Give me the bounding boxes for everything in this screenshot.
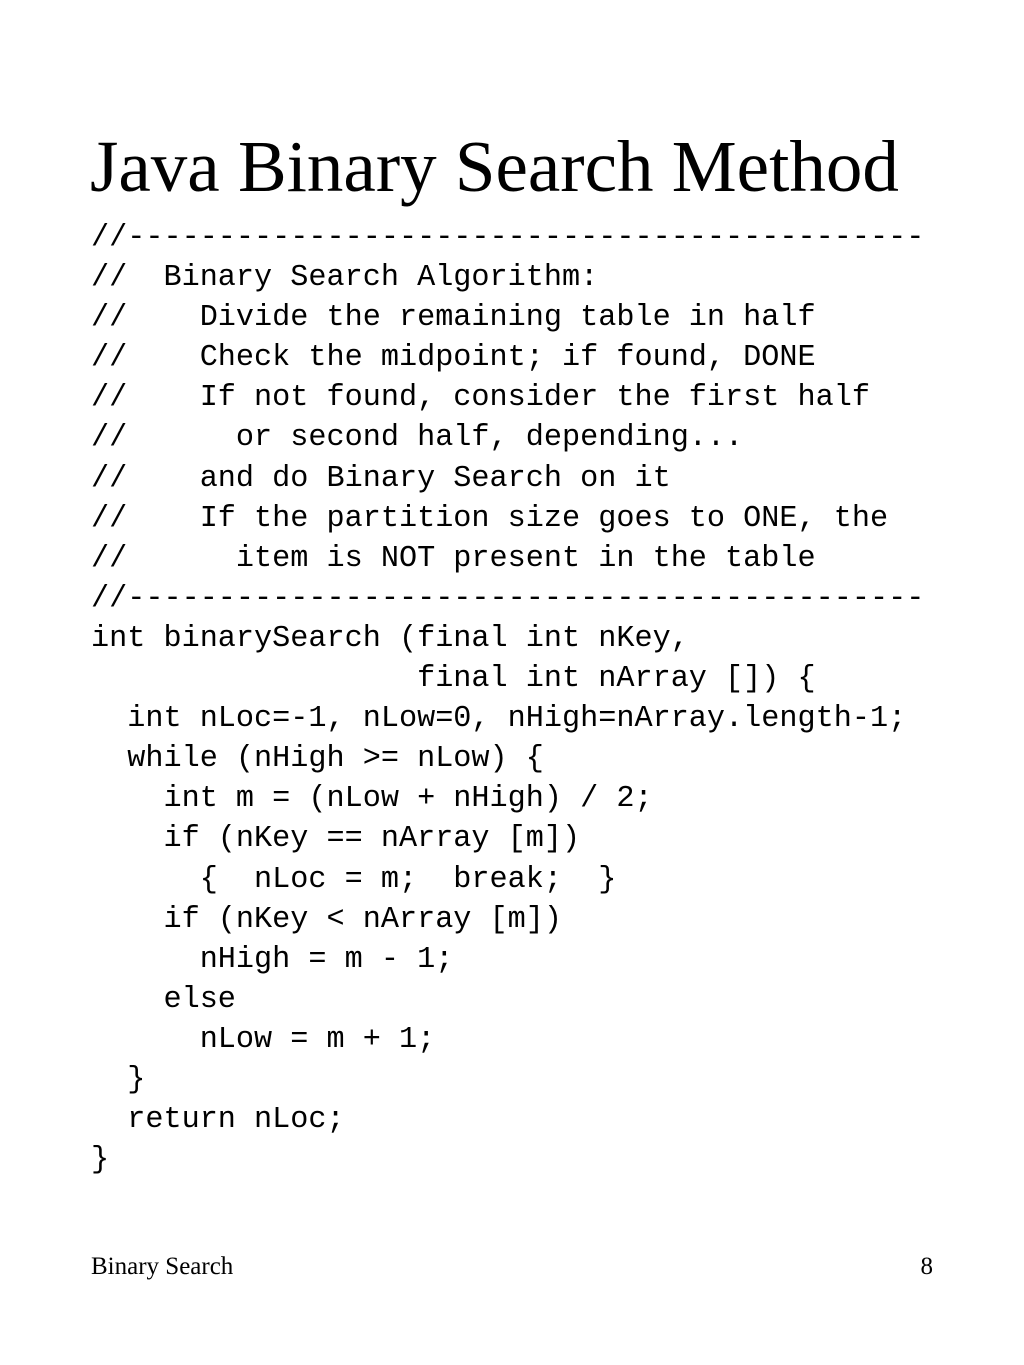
code-line: // If not found, consider the first half xyxy=(91,381,870,416)
code-line: // and do Binary Search on it xyxy=(91,461,671,496)
code-line: while (nHigh >= nLow) { xyxy=(91,742,544,777)
code-line: if (nKey < nArray [m]) xyxy=(91,902,563,937)
code-line: else xyxy=(91,982,236,1017)
code-line: //-------------------------------------------- xyxy=(91,581,925,616)
page-number: 8 xyxy=(920,1253,933,1280)
code-line: // Divide the remaining table in half xyxy=(91,301,816,336)
code-line: final int nArray []) { xyxy=(91,662,816,697)
code-line: } xyxy=(91,1143,110,1178)
code-line: int binarySearch (final int nKey, xyxy=(91,621,689,656)
code-line: nLow = m + 1; xyxy=(91,1022,436,1057)
code-line: // item is NOT present in the table xyxy=(91,541,816,576)
slide-title: Java Binary Search Method xyxy=(90,126,899,207)
code-line: return nLoc; xyxy=(91,1103,345,1138)
code-line: nHigh = m - 1; xyxy=(91,942,454,977)
code-line: int m = (nLow + nHigh) / 2; xyxy=(91,782,653,817)
code-line: //-------------------------------------------- xyxy=(91,221,925,255)
code-line: // Binary Search Algorithm: xyxy=(91,261,599,296)
code-line: } xyxy=(91,1062,146,1097)
code-line: // or second half, depending... xyxy=(91,421,744,456)
footer-title: Binary Search xyxy=(91,1253,234,1280)
code-line: { nLoc = m; break; } xyxy=(91,862,617,897)
code-line: // Check the midpoint; if found, DONE xyxy=(91,341,816,376)
code-block xyxy=(91,218,924,1180)
code-line: int nLoc=-1, nLow=0, nHigh=nArray.length-1; xyxy=(91,702,907,737)
code-line: if (nKey == nArray [m]) xyxy=(91,822,581,857)
code-line: // If the partition size goes to ONE, the xyxy=(91,501,889,536)
